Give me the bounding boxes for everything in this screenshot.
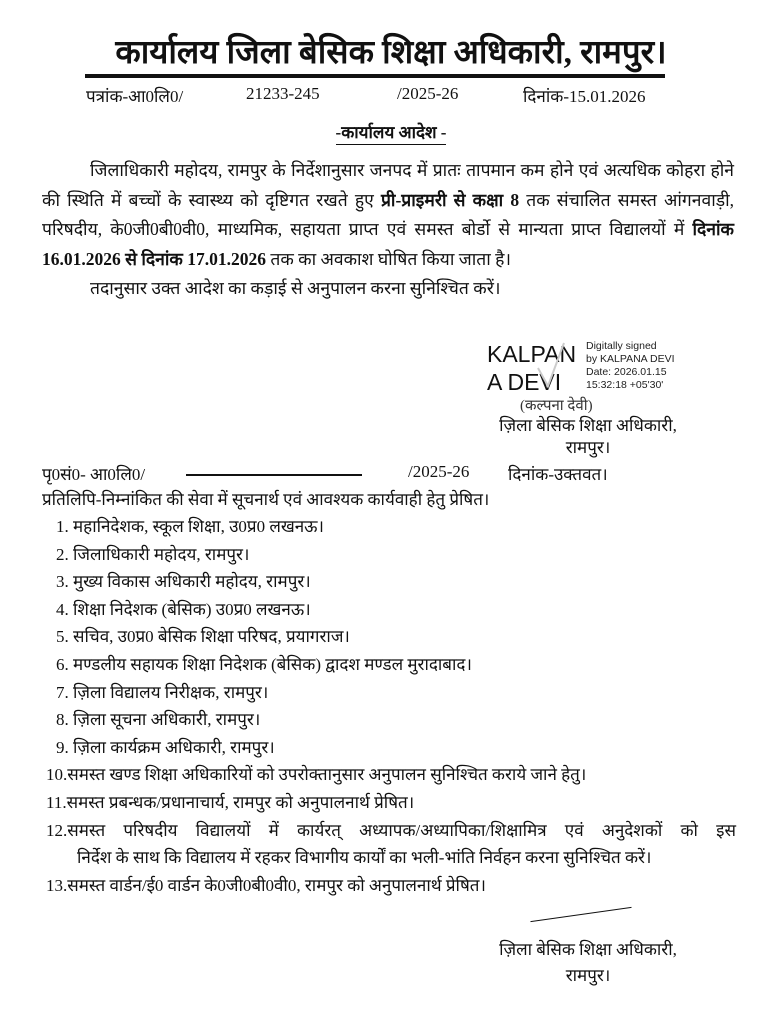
copy-ref-label: पृ0सं0- आ0लि0/ <box>42 465 146 484</box>
signature-meta-line: 15:32:18 +05'30' <box>586 379 664 391</box>
order-heading <box>0 120 782 143</box>
order-text: जिलाधिकारी महोदय, रामपुर के निर्देशानुसार जनपद में प्रातः तापमान कम होने एवं अत्यधिक कोहरा होने की स्थिति में बच्चों के स्वास्थ्य को दृष्टिगत रखते हुए <box>42 160 734 210</box>
copy-ref-blank-line <box>186 474 362 476</box>
order-dates-bold: दिनांक 16.01.2026 से दिनांक 17.01.2026 <box>42 219 734 269</box>
footer-designation: ज़िला बेसिक शिक्षा अधिकारी, <box>499 940 677 959</box>
signature-meta-line: by KALPANA DEVI <box>586 353 675 365</box>
order-body <box>42 156 734 304</box>
list-item: 11.समस्त प्रबन्धक/प्रधानाचार्य, रामपुर को अनुपालनार्थ प्रेषित। <box>46 792 415 812</box>
list-item: 6. मण्डलीय सहायक शिक्षा निदेशक (बेसिक) द्वादश मण्डल मुरादाबाद। <box>56 654 472 674</box>
footer-place: रामपुर। <box>565 966 611 985</box>
signature-line <box>530 907 631 922</box>
copy-intro: प्रतिलिपि-निम्नांकित की सेवा में सूचनार्थ एवं आवश्यक कार्यवाही हेतु प्रेषित। <box>42 490 490 509</box>
copy-recipient-list <box>46 513 736 899</box>
signatory-place: रामपुर। <box>565 438 611 457</box>
office-title: कार्यालय जिला बेसिक शिक्षा अधिकारी, रामपुर। <box>115 35 667 71</box>
order-text: तक संचालित समस्त आंगनवाड़ी, परिषदीय, के0जी0बी0वी0, माध्यमिक, सहायता प्राप्त एवं समस्त बोर्डो से मान्यता प्राप्त विद्यालयों में <box>42 189 734 239</box>
letter-ref-number: 21233-245 <box>246 84 320 103</box>
digital-signature-details <box>586 340 675 392</box>
letter-ref-label: पत्रांक-आ0लि0/ <box>86 87 184 106</box>
order-classes-bold: प्री-प्राइमरी से कक्षा 8 <box>380 189 520 210</box>
order-paragraph-2: तदानुसार उक्त आदेश का कड़ाई से अनुपालन करना सुनिश्चित करें। <box>90 278 501 298</box>
list-item: 12.समस्त परिषदीय विद्यालयों में कार्यरत् अध्यापक/अध्यापिका/शिक्षामित्र एवं अनुदेशकों को इस <box>46 820 736 840</box>
letter-date: दिनांक-15.01.2026 <box>523 87 646 106</box>
signatory-hindi-name: (कल्पना देवी) <box>520 398 593 414</box>
copy-ref-year: /2025-26 <box>408 462 470 481</box>
signature-name-line: A DEVI <box>487 369 562 395</box>
signature-checkmark-watermark <box>530 338 570 398</box>
list-item: 1. महानिदेशक, स्कूल शिक्षा, उ0प्र0 लखनऊ। <box>56 517 324 536</box>
list-item-continuation: निर्देश के साथ कि विद्यालय में रहकर विभागीय कार्यों का भली-भांति निर्वहन करना सुनिश्चित करें। <box>77 848 652 868</box>
list-item: 10.समस्त खण्ड शिक्षा अधिकारियों को उपरोक्तानुसार अनुपालन सुनिश्चित कराये जाने हेतु। <box>46 765 587 785</box>
list-item: 9. ज़िला कार्यक्रम अधिकारी, रामपुर। <box>56 737 275 757</box>
list-item: 2. जिलाधिकारी महोदय, रामपुर। <box>56 544 250 564</box>
letter-ref-year: /2025-26 <box>397 84 459 103</box>
list-item: 4. शिक्षा निदेशक (बेसिक) उ0प्र0 लखनऊ। <box>56 599 311 619</box>
order-paragraph-1 <box>42 156 734 274</box>
signature-meta-line: Date: 2026.01.15 <box>586 366 667 378</box>
signatory-designation: ज़िला बेसिक शिक्षा अधिकारी, <box>499 416 677 435</box>
list-item: 5. सचिव, उ0प्र0 बेसिक शिक्षा परिषद, प्रयागराज। <box>56 627 350 647</box>
list-item: 8. ज़िला सूचना अधिकारी, रामपुर। <box>56 710 261 730</box>
list-item: 3. मुख्य विकास अधिकारी महोदय, रामपुर। <box>56 572 311 592</box>
signature-meta-line: Digitally signed <box>586 340 657 352</box>
signature-name-line: KALPAN <box>487 341 577 367</box>
list-item: 13.समस्त वार्डन/ई0 वार्डन के0जी0बी0वी0, रामपुर को अनुपालनार्थ प्रेषित। <box>46 875 486 895</box>
title-underline <box>85 74 665 78</box>
order-heading-text: -कार्यालय आदेश - <box>336 123 447 145</box>
order-text: तक का अवकाश घोषित किया जाता है। <box>265 248 512 269</box>
copy-date: दिनांक-उक्तवत। <box>508 465 608 484</box>
list-item: 7. ज़िला विद्यालय निरीक्षक, रामपुर। <box>56 682 269 702</box>
